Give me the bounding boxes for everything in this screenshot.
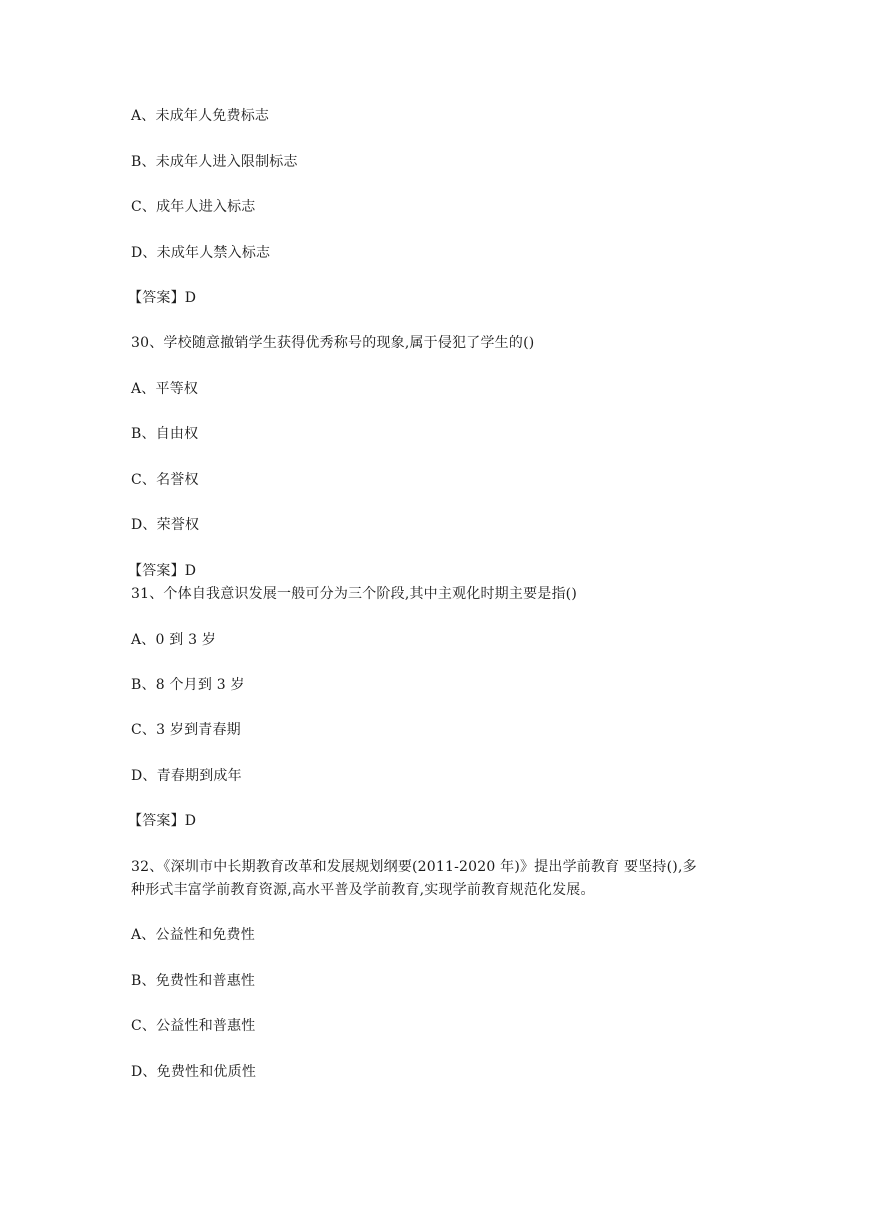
q30-option-a: A、平等权: [131, 381, 199, 397]
q31-answer: 【答案】D: [128, 813, 197, 829]
q32-option-b: B、免费性和普惠性: [131, 973, 256, 989]
q30-option-b: B、自由权: [131, 426, 199, 442]
q30-option-d: D、荣誉权: [131, 517, 200, 533]
q32-stem-line-2: 种形式丰富学前教育资源,高水平普及学前教育,实现学前教育规范化发展。: [131, 882, 595, 898]
q31-option-b: B、8 个月到 3 岁: [131, 677, 245, 693]
q31-option-d: D、青春期到成年: [131, 768, 242, 784]
q29-option-b: B、未成年人进入限制标志: [131, 154, 298, 170]
q32-option-c: C、公益性和普惠性: [131, 1018, 256, 1034]
q32-option-a: A、公益性和免费性: [131, 927, 255, 943]
q29-option-d: D、未成年人禁入标志: [131, 245, 271, 261]
q31-option-c: C、3 岁到青春期: [131, 722, 241, 738]
q29-answer: 【答案】D: [128, 290, 197, 306]
q30-answer: 【答案】D: [128, 563, 197, 579]
q31-stem: 31、个体自我意识发展一般可分为三个阶段,其中主观化时期主要是指(): [131, 586, 577, 602]
q30-option-c: C、名誉权: [131, 472, 199, 488]
q32-stem-line-1: 32、《深圳市中长期教育改革和发展规划纲要(2011-2020 年)》提出学前教育 要坚持(),多: [131, 859, 697, 875]
q29-option-c: C、成年人进入标志: [131, 199, 256, 215]
q30-stem: 30、学校随意撤销学生获得优秀称号的现象,属于侵犯了学生的(): [131, 335, 535, 351]
q31-option-a: A、0 到 3 岁: [131, 632, 217, 648]
q29-option-a: A、未成年人免费标志: [131, 108, 270, 124]
q32-option-d: D、免费性和优质性: [131, 1064, 257, 1080]
